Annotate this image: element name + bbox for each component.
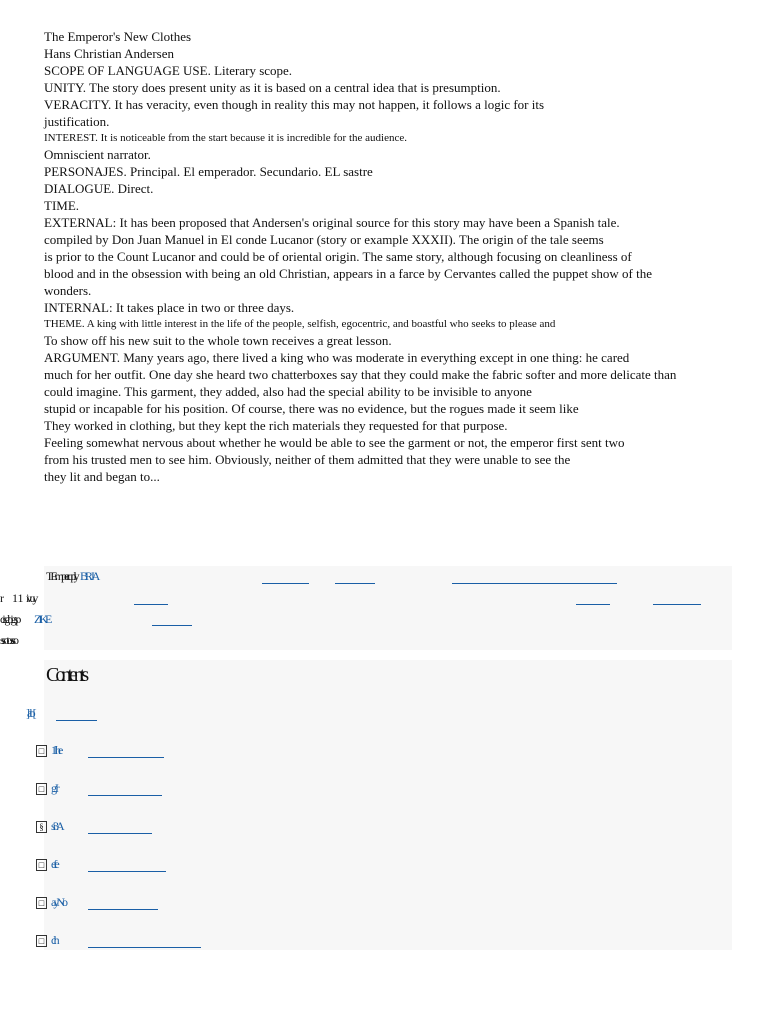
meta-side-count: 11 (12, 591, 24, 605)
contents-item-label[interactable]: 1Ihe (51, 743, 61, 757)
meta-left-column: cisgbigsp (0, 612, 19, 626)
document-line: EXTERNAL: It has been proposed that Andersen's original source for this story may have been a Spanish tale. (44, 214, 620, 230)
document-line: Hans Christian Andersen (44, 45, 174, 61)
meta-side-label: ivuy (26, 591, 36, 605)
contents-item-underline[interactable] (88, 871, 166, 872)
document-line: VERACITY. It has veracity, even though in reality this may not happen, it follows a logic for its (44, 96, 545, 112)
document-line: The Emperor's New Clothes (44, 29, 192, 44)
contents-item-underline[interactable] (88, 947, 201, 948)
contents-panel (44, 660, 732, 950)
contents-item-label[interactable]: ayNo (51, 895, 65, 909)
meta-title-link[interactable]: BRJA (80, 569, 98, 583)
page-icon: □ (36, 859, 47, 871)
contents-title: Contents (46, 664, 86, 686)
document-line: THEME. A king with little interest in the life of the people, selfish, egocentric, and boastful who seeks to please and (44, 318, 556, 331)
contents-item-label[interactable]: efe (51, 857, 57, 871)
meta-left-column-link[interactable]: ZIKE (34, 612, 50, 626)
meta-link-6[interactable] (653, 604, 701, 605)
contents-item-underline[interactable] (88, 909, 158, 910)
document-line: TIME. (44, 198, 80, 214)
document-line: blood and in the obsession with being an old Christian, appears in a farce by Cervantes called the puppet show of the (44, 265, 652, 281)
contents-first-link[interactable]: ]at b[ (26, 706, 34, 720)
meta-title: TEmperuply (46, 569, 77, 583)
document-line: UNITY. The story does present unity as it is based on a central idea that is presumption. (44, 79, 501, 95)
contents-item-underline[interactable] (88, 833, 152, 834)
meta-side-marker: r (0, 591, 1, 605)
document-line: SCOPE OF LANGUAGE USE. Literary scope. (44, 62, 293, 78)
page-icon: □ (36, 935, 47, 947)
document-line: stupid or incapable for his position. Of course, there was no evidence, but the rogues made it seem like (44, 400, 579, 416)
document-line: they lit and began to... (44, 468, 160, 484)
contents-first-underline[interactable] (56, 720, 97, 721)
meta-link-1[interactable] (262, 583, 309, 584)
document-line: INTEREST. It is noticeable from the start because it is incredible for the audience. (44, 132, 407, 145)
meta-link-5[interactable] (576, 604, 610, 605)
page-icon: □ (36, 897, 47, 909)
document-line: Feeling somewhat nervous about whether he would be able to see the garment or not, the emperor first sent two (44, 434, 625, 450)
document-line: INTERNAL: It takes place in two or three days. (44, 299, 295, 315)
document-line: To show off his new suit to the whole town receives a great lesson. (44, 333, 392, 349)
contents-item-label[interactable]: clh (51, 933, 57, 947)
page-icon: □ (36, 783, 47, 795)
contents-item-label[interactable]: si3A (51, 819, 62, 833)
meta-link-4[interactable] (134, 604, 168, 605)
document-meta-panel (44, 566, 732, 650)
document-line: ARGUMENT. Many years ago, there lived a king who was moderate in everything except in one thing: he cared (44, 350, 630, 366)
contents-item-underline[interactable] (88, 757, 164, 758)
document-line: from his trusted men to see him. Obviously, neither of them admitted that they were unable to see the (44, 451, 571, 467)
document-line: justification. (44, 113, 110, 129)
meta-bottom-label: ssotosso (0, 633, 17, 647)
document-line: Omniscient narrator. (44, 147, 151, 163)
page-icon: § (36, 821, 47, 833)
meta-link-7[interactable] (152, 625, 192, 626)
document-line: could imagine. This garment, they added, also had the special ability to be invisible to anyone (44, 384, 532, 400)
contents-item-underline[interactable] (88, 795, 162, 796)
contents-item-label[interactable]: gJr (51, 781, 57, 795)
document-line: is prior to the Count Lucanor and could be of oriental origin. The same story, although focusing on cleanliness of (44, 248, 632, 264)
document-line: DIALOGUE. Direct. (44, 181, 154, 197)
document-line: much for her outfit. One day she heard two chatterboxes say that they could make the fabric softer and more delicate than (44, 367, 677, 383)
page-icon: □ (36, 745, 47, 757)
meta-link-2[interactable] (335, 583, 375, 584)
document-line: PERSONAJES. Principal. El emperador. Secundario. EL sastre (44, 164, 373, 180)
document-body (44, 29, 744, 485)
document-line: wonders. (44, 282, 92, 298)
meta-link-3[interactable] (452, 583, 617, 584)
document-line: They worked in clothing, but they kept the rich materials they requested for that purpose. (44, 417, 508, 433)
document-line: compiled by Don Juan Manuel in El conde Lucanor (story or example XXXII). The origin of the tale seems (44, 231, 604, 247)
